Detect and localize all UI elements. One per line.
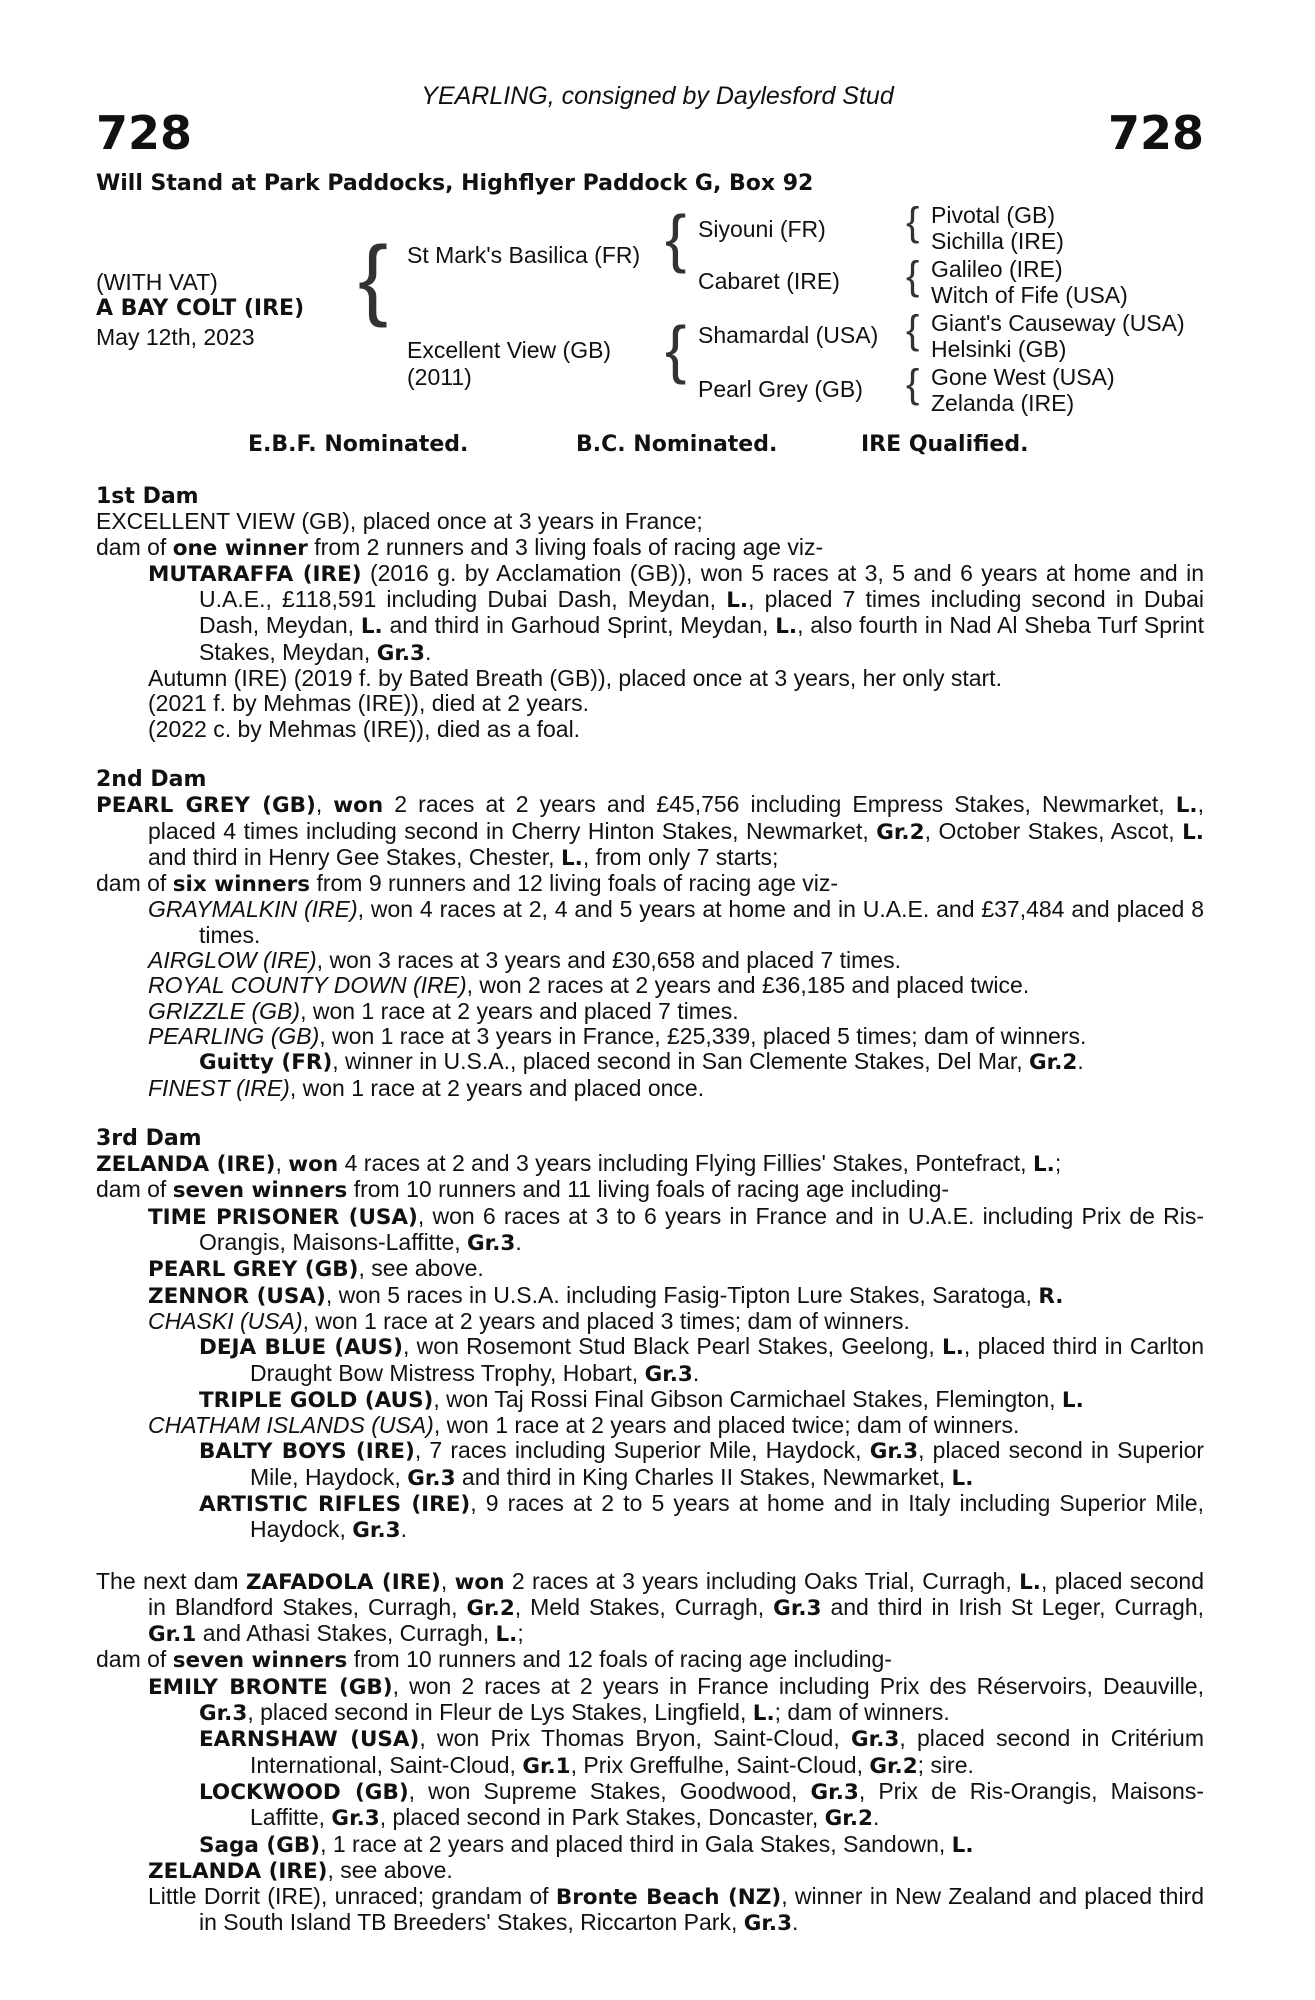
- text-run: , won 1 race at 2 years and placed 3 times; dam of winners.: [302, 1307, 910, 1334]
- dd-brace: {: [906, 362, 920, 406]
- lot-number-left: 728: [96, 106, 193, 160]
- produce-deja-blue: [96, 1334, 1204, 1387]
- text-run: , see above.: [327, 1856, 453, 1883]
- second-dam-line: [96, 792, 1204, 871]
- text-run: , won Taj Rossi Final Gibson Carmichael Stakes, Flemington,: [433, 1385, 1062, 1412]
- text-run: , winner in New Zealand and placed third in South Island TB Breeders' Stakes, Riccarton Park,: [199, 1883, 1205, 1936]
- bold-text: L.: [951, 1465, 974, 1491]
- dam-year: (2011): [407, 364, 472, 390]
- first-dam-heading: 1st Dam: [96, 484, 199, 509]
- produce-grizzle: [96, 999, 1204, 1024]
- pedigree-helsinki: Helsinki (GB): [931, 336, 1067, 362]
- bold-text: EARNSHAW (USA): [199, 1727, 420, 1753]
- text-run: , won Supreme Stakes, Goodwood,: [408, 1777, 811, 1804]
- produce-time-prisoner: [96, 1204, 1204, 1257]
- text-run: , placed second in Park Stakes, Doncaster,: [379, 1804, 825, 1831]
- bold-text: Gr.2: [466, 1595, 515, 1621]
- text-run: .: [792, 1909, 799, 1936]
- text-run: .: [872, 1804, 880, 1831]
- bold-text: L.: [495, 1622, 518, 1648]
- bold-text: seven winners: [172, 1178, 348, 1204]
- second-dam-produce-summary: [96, 871, 1204, 897]
- bold-text: Bronte Beach (NZ): [555, 1885, 782, 1911]
- bold-text: L.: [1019, 1569, 1041, 1595]
- bold-text: BALTY BOYS (IRE): [199, 1439, 415, 1465]
- text-run: ;: [517, 1620, 524, 1647]
- dam: Excellent View (GB): [407, 337, 612, 363]
- bold-text: L.: [752, 1701, 775, 1727]
- produce-earnshaw: [96, 1726, 1204, 1779]
- ebf-nominated: E.B.F. Nominated.: [248, 432, 469, 457]
- bold-text: L.: [1182, 819, 1204, 845]
- ds-brace: {: [906, 308, 920, 352]
- bold-text: Gr.3: [773, 1595, 822, 1621]
- text-run: and third in Garhoud Sprint, Meydan,: [382, 612, 776, 639]
- pedigree-zelanda: Zelanda (IRE): [931, 390, 1075, 416]
- text-run: , placed second in Superior Mile, Haydock,: [250, 1437, 1205, 1490]
- bc-nominated: B.C. Nominated.: [576, 432, 778, 457]
- bold-text: L.: [1032, 1152, 1055, 1178]
- bold-text: Gr.3: [352, 1518, 401, 1544]
- pedigree-witch-of-fife: Witch of Fife (USA): [931, 282, 1128, 308]
- text-run: , won 1 race at 3 years in France, £25,339, placed 5 times; dam of winners.: [319, 1022, 1087, 1049]
- bold-text: ARTISTIC RIFLES (IRE): [199, 1491, 471, 1517]
- produce-royal-county-down: [96, 973, 1204, 998]
- text-run: , winner in U.S.A., placed second in San Clemente Stakes, Del Mar,: [332, 1048, 1030, 1075]
- dam-dam: Pearl Grey (GB): [698, 376, 863, 402]
- catalogue-body: [96, 484, 1204, 1937]
- text-run: , Prix Greffulhe, Saint-Cloud,: [570, 1751, 870, 1778]
- horse-name: A BAY COLT (IRE): [96, 296, 305, 321]
- text-run: ,: [275, 1150, 289, 1177]
- pedigree-sichilla: Sichilla (IRE): [931, 228, 1064, 254]
- text-run: , 9 races at 2 to 5 years at home and in Italy including Superior Mile, Haydock,: [250, 1489, 1204, 1543]
- produce-autumn: Autumn (IRE) (2019 f. by Bated Breath (GB)), placed once at 3 years, her only start.: [148, 665, 1002, 692]
- text-run: , 7 races including Superior Mile, Haydock,: [414, 1437, 870, 1464]
- text-run: , won 1 race at 2 years and placed once.: [289, 1074, 705, 1101]
- bold-text: TRIPLE GOLD (AUS): [199, 1387, 434, 1413]
- text-run: from 10 runners and 12 foals of racing age including-: [347, 1646, 892, 1673]
- pedigree-brace-main: {: [358, 229, 389, 329]
- text-run: , placed 4 times including second in Cherry Hinton Stakes, Newmarket,: [148, 791, 1204, 844]
- pedigree-gone-west: Gone West (USA): [931, 364, 1115, 390]
- text-run: The next dam: [96, 1567, 246, 1594]
- bold-text: L.: [560, 845, 583, 871]
- bold-text: six winners: [172, 872, 311, 898]
- text-run: , Meld Stakes, Curragh,: [514, 1593, 774, 1620]
- third-dam-line: [96, 1151, 1204, 1177]
- text-run: dam of: [96, 1176, 173, 1203]
- text-run: , won 5 races in U.S.A. including Fasig-Tipton Lure Stakes, Saratoga,: [325, 1281, 1039, 1308]
- italic-text: CHASKI (USA): [148, 1307, 303, 1334]
- produce-2022: (2022 c. by Mehmas (IRE)), died as a foal.: [148, 715, 581, 742]
- text-run: dam of: [96, 1646, 173, 1673]
- text-run: , placed second in Fleur de Lys Stakes, Lingfield,: [247, 1699, 753, 1726]
- bold-text: MUTARAFFA (IRE): [148, 561, 362, 587]
- bold-text: Gr.2: [824, 1806, 873, 1832]
- bold-text: L.: [1061, 1387, 1084, 1413]
- ss-brace: {: [906, 200, 920, 244]
- bold-text: R.: [1038, 1283, 1064, 1309]
- text-run: ; dam of winners.: [774, 1699, 950, 1726]
- bold-text: Gr.3: [199, 1701, 248, 1727]
- text-run: and Athasi Stakes, Curragh,: [196, 1620, 496, 1647]
- produce-lockwood: [96, 1779, 1204, 1832]
- produce-saga: [96, 1832, 1204, 1858]
- text-run: , 1 race at 2 years and placed third in Gala Stakes, Sandown,: [320, 1830, 952, 1857]
- bold-text: Gr.3: [869, 1439, 919, 1465]
- bold-text: L.: [775, 614, 798, 640]
- pedigree-giants-causeway: Giant's Causeway (USA): [931, 310, 1185, 336]
- bold-text: PEARL GREY (GB): [148, 1257, 359, 1283]
- bold-text: ZENNOR (USA): [148, 1283, 326, 1309]
- text-run: , placed 7 times including second in Dubai Dash, Meydan,: [199, 586, 1204, 639]
- text-run: , won Rosemont Stud Black Pearl Stakes, Geelong,: [402, 1333, 943, 1360]
- dam-sire: Shamardal (USA): [698, 322, 879, 348]
- text-run: , won Prix Thomas Bryon, Saint-Cloud,: [419, 1725, 852, 1752]
- bold-text: L.: [942, 1335, 964, 1361]
- text-run: from 2 runners and 3 living foals of racing age viz-: [307, 533, 824, 560]
- vat-note: (WITH VAT): [96, 269, 218, 295]
- pedigree-galileo: Galileo (IRE): [931, 256, 1063, 282]
- sire-dam: Cabaret (IRE): [698, 268, 840, 294]
- sd-brace: {: [906, 254, 920, 298]
- produce-little-dorrit: [96, 1884, 1204, 1937]
- text-run: Little Dorrit (IRE), unraced; grandam of: [148, 1883, 556, 1910]
- text-run: , also fourth in Nad Al Sheba Turf Sprint Stakes, Meydan,: [199, 612, 1204, 665]
- text-run: dam of: [96, 870, 173, 897]
- produce-chaski: [96, 1309, 1204, 1334]
- text-run: dam of: [96, 533, 173, 560]
- text-run: 2 races at 3 years including Oaks Trial, Curragh,: [504, 1567, 1020, 1594]
- italic-text: FINEST (IRE): [148, 1074, 290, 1101]
- lot-number-right: 728: [1107, 106, 1204, 160]
- consignment-header: YEARLING, consigned by Daylesford Stud: [421, 82, 894, 110]
- bold-text: won: [454, 1569, 505, 1595]
- produce-mutaraffa: [96, 561, 1204, 666]
- bold-text: Gr.3: [743, 1911, 793, 1937]
- bold-text: L.: [1175, 793, 1198, 819]
- produce-triple-gold: [96, 1387, 1204, 1413]
- next-dam-line: [96, 1569, 1204, 1648]
- bold-text: ZELANDA (IRE): [96, 1152, 276, 1178]
- text-run: .: [515, 1229, 522, 1256]
- text-run: , won 1 race at 2 years and placed 7 times.: [300, 997, 739, 1024]
- first-dam-line: EXCELLENT VIEW (GB), placed once at 3 years in France;: [96, 508, 703, 535]
- bold-text: Guitty (FR): [199, 1050, 333, 1076]
- produce-artistic-rifles: [96, 1491, 1204, 1544]
- bold-text: Gr.1: [148, 1622, 197, 1648]
- text-run: ; sire.: [917, 1751, 974, 1778]
- text-run: .: [425, 638, 432, 665]
- produce-guitty: [96, 1049, 1204, 1075]
- sire: St Mark's Basilica (FR): [407, 242, 641, 268]
- text-run: from 10 runners and 11 living foals of racing age including-: [347, 1176, 950, 1203]
- ire-qualified: IRE Qualified.: [861, 432, 1029, 457]
- text-run: , won 4 races at 2, 4 and 5 years at home and in U.A.E. and £37,484 and placed 8 times.: [199, 896, 1204, 948]
- bold-text: Gr.1: [522, 1753, 571, 1779]
- bold-text: won: [288, 1152, 339, 1178]
- bold-text: Gr.3: [467, 1231, 516, 1257]
- text-run: and third in Irish St Leger, Curragh,: [821, 1593, 1204, 1620]
- text-run: 4 races at 2 and 3 years including Flying Fillies' Stakes, Pontefract,: [338, 1150, 1033, 1177]
- bold-text: DEJA BLUE (AUS): [199, 1335, 403, 1361]
- bold-text: Gr.3: [331, 1806, 380, 1832]
- first-dam-produce-summary: [96, 535, 1204, 561]
- text-run: , placed third in Carlton Draught Bow Mistress Trophy, Hobart,: [250, 1333, 1204, 1386]
- text-run: , October Stakes, Ascot,: [924, 817, 1183, 844]
- bold-text: Gr.3: [851, 1727, 900, 1753]
- bold-text: TIME PRISONER (USA): [148, 1204, 418, 1230]
- second-dam-heading: 2nd Dam: [96, 766, 207, 792]
- sire-sire: Siyouni (FR): [698, 216, 826, 242]
- text-run: , won 2 races at 2 years in France including Prix des Réservoirs, Deauville,: [392, 1672, 1204, 1699]
- produce-chatham-islands: [96, 1413, 1204, 1438]
- text-run: , won 2 races at 2 years and £36,185 and placed twice.: [466, 972, 1030, 999]
- bold-text: Gr.3: [407, 1465, 456, 1491]
- bold-text: L.: [951, 1832, 974, 1858]
- produce-emily-bronte: [96, 1674, 1204, 1727]
- bold-text: Gr.3: [644, 1361, 693, 1387]
- text-run: from 9 runners and 12 living foals of racing age viz-: [310, 870, 839, 897]
- text-run: ;: [1054, 1150, 1062, 1177]
- bold-text: Gr.3: [810, 1779, 859, 1805]
- bold-text: ZELANDA (IRE): [148, 1858, 328, 1884]
- italic-text: AIRGLOW (IRE): [148, 947, 317, 974]
- italic-text: GRIZZLE (GB): [148, 997, 301, 1024]
- bold-text: one winner: [172, 535, 308, 561]
- next-dam-produce-summary: [96, 1647, 1204, 1673]
- text-run: and third in Henry Gee Stakes, Chester,: [148, 843, 561, 870]
- text-run: ,: [315, 791, 334, 818]
- text-run: , won 6 races at 3 to 6 years in France and in U.A.E. including Prix de Ris-Orangis, Maisons-Laffitte,: [199, 1202, 1204, 1256]
- bold-text: won: [333, 793, 384, 819]
- bold-text: seven winners: [172, 1648, 348, 1674]
- text-run: , won 3 races at 3 years and £30,658 and placed 7 times.: [316, 947, 901, 974]
- foaling-date: May 12th, 2023: [96, 324, 255, 350]
- text-run: , from only 7 starts;: [582, 843, 779, 870]
- pedigree-pivotal: Pivotal (GB): [931, 202, 1055, 228]
- text-run: , won 1 race at 2 years and placed twice; dam of winners.: [433, 1412, 1020, 1439]
- text-run: (2016 g. by Acclamation (GB)), won 5 races at 3, 5 and 6 years at home and in U.A.E., £118,591 including Dubai Dash, Meydan,: [199, 559, 1204, 613]
- bold-text: Gr.2: [1029, 1050, 1078, 1076]
- bold-text: Gr.2: [869, 1753, 918, 1779]
- text-run: .: [1077, 1048, 1084, 1075]
- text-run: 2 races at 2 years and £45,756 including Empress Stakes, Newmarket,: [383, 791, 1176, 818]
- text-run: , Prix de Ris-Orangis, Maisons-Laffitte,: [250, 1777, 1204, 1831]
- produce-finest: [96, 1076, 1204, 1101]
- produce-graymalkin: [96, 897, 1204, 948]
- produce-zelanda: [96, 1858, 1204, 1884]
- text-run: , see above.: [358, 1255, 484, 1282]
- produce-zennor: [96, 1283, 1204, 1309]
- sire-brace: {: [665, 202, 687, 274]
- bold-text: PEARL GREY (GB): [96, 793, 316, 819]
- italic-text: ROYAL COUNTY DOWN (IRE): [148, 972, 467, 999]
- bold-text: L.: [360, 614, 383, 640]
- text-run: .: [692, 1359, 700, 1386]
- bold-text: ZAFADOLA (IRE): [245, 1569, 441, 1595]
- bold-text: Saga (GB): [199, 1832, 321, 1858]
- text-run: .: [400, 1516, 407, 1543]
- text-run: , placed second in Blandford Stakes, Curragh,: [148, 1567, 1204, 1620]
- third-dam-heading: 3rd Dam: [96, 1125, 202, 1151]
- third-dam-produce-summary: [96, 1177, 1204, 1203]
- italic-text: PEARLING (GB): [148, 1022, 320, 1049]
- produce-pearling: [96, 1024, 1204, 1049]
- dam-brace: {: [665, 313, 687, 385]
- produce-pearl-grey: [96, 1256, 1204, 1282]
- bold-text: EMILY BRONTE (GB): [148, 1674, 393, 1700]
- italic-text: CHATHAM ISLANDS (USA): [148, 1412, 434, 1439]
- bold-text: LOCKWOOD (GB): [199, 1779, 409, 1805]
- bold-text: Gr.2: [876, 819, 925, 845]
- italic-text: GRAYMALKIN (IRE): [148, 896, 358, 923]
- produce-2021: (2021 f. by Mehmas (IRE)), died at 2 years.: [148, 690, 590, 717]
- text-run: ,: [440, 1567, 455, 1594]
- produce-balty-boys: [96, 1438, 1204, 1491]
- produce-airglow: [96, 948, 1204, 973]
- text-run: and third in King Charles II Stakes, Newmarket,: [455, 1463, 952, 1490]
- bold-text: Gr.3: [376, 640, 426, 666]
- text-run: , placed second in Critérium International, Saint-Cloud,: [250, 1725, 1204, 1778]
- stand-info: Will Stand at Park Paddocks, Highflyer Paddock G, Box 92: [96, 171, 814, 196]
- bold-text: L.: [726, 588, 749, 614]
